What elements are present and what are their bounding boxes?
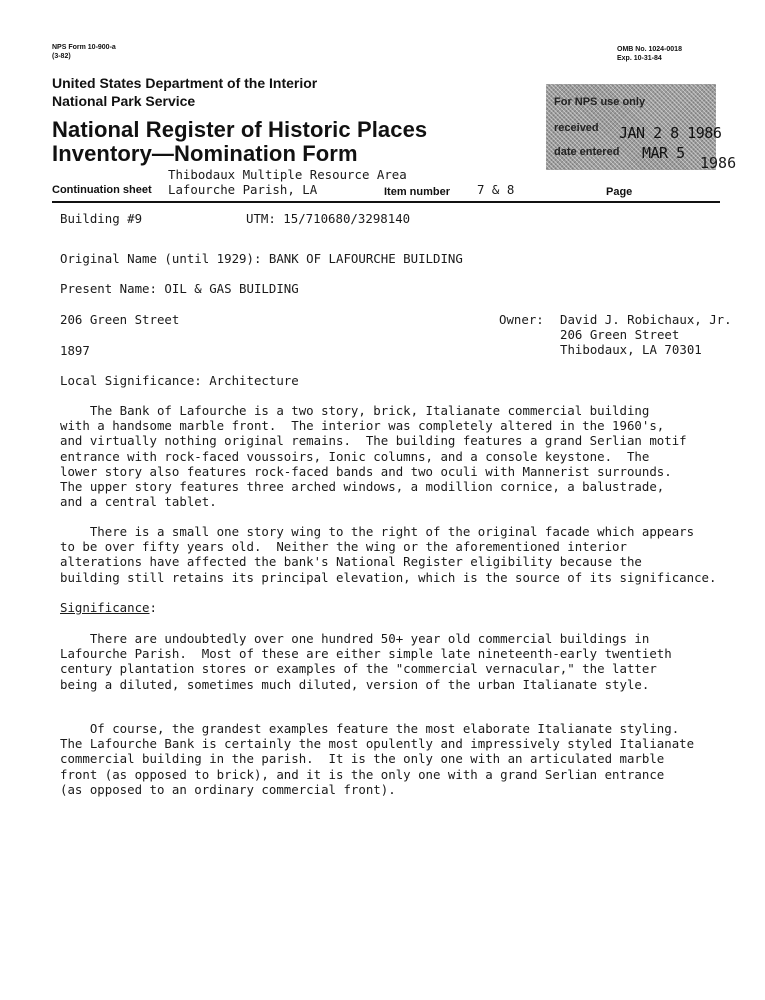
present-name: Present Name: OIL & GAS BUILDING [60, 281, 299, 296]
construction-year: 1897 [60, 343, 90, 358]
description-paragraph-1: The Bank of Lafourche is a two story, brick, Italianate commercial building with a handsome marble front. The interior was completely altered in the 1960's, and virtually nothing original remains. The building features a grand Serlian motif entrance with rock-faced voussoirs, Ionic columns, and a console keystone. The lower story also features rock-faced bands and two oculi with Mannerist surrounds. The upper story features three arched windows, a modillion cornice, a balustrade, and a central tablet. [60, 403, 687, 510]
form-title-line2: Inventory—Nomination Form [52, 141, 358, 166]
significance-paragraph-2: Of course, the grandest examples feature the most elaborate Italianate styling. The Lafourche Bank is certainly the most opulently and impressively styled Italianate commercial building in the parish. It is the only one with an articulated marble front (as opposed to brick), and it is the only one with a grand Serlian entrance (as opposed to an ordinary commercial front). [60, 721, 695, 797]
received-label: received [554, 122, 599, 134]
page-label: Page [606, 186, 633, 198]
building-number: Building #9 [60, 211, 143, 226]
street-address: 206 Green Street [60, 312, 180, 327]
received-date: JAN 2 8 1986 [619, 124, 722, 142]
local-significance: Local Significance: Architecture [60, 373, 299, 388]
nps-use-stamp [546, 84, 722, 170]
significance-paragraph-1: There are undoubtedly over one hundred 50+ year old commercial buildings in Lafourche Parish. Most of these are either simple late nineteenth-early twentieth century plantation stores or examples of the "commercial vernacular," the latter being a diluted, sometimes much diluted, version of the urban Italianate style. [60, 631, 672, 692]
description-paragraph-2: There is a small one story wing to the right of the original facade which appears to be over fifty years old. Neither the wing or the aforementioned interior alterations have affected the bank's National Register eligibility because the building still retains its principal elevation, which is the source of its significance. [60, 524, 717, 585]
form-title-line1: National Register of Historic Places [52, 117, 428, 142]
expiration-date: Exp. 10-31-84 [617, 55, 662, 62]
item-number-label: Item number [384, 186, 451, 198]
item-number-value: 7 & 8 [477, 182, 515, 197]
omb-number: OMB No. 1024-0018 [617, 46, 682, 53]
continuation-sheet-label: Continuation sheet [52, 184, 152, 196]
parish-field: Lafourche Parish, LA [168, 182, 318, 197]
nps-use-label: For NPS use only [554, 96, 646, 108]
owner-street: 206 Green Street [560, 327, 680, 342]
significance-heading: Significance: [60, 600, 157, 615]
owner-city: Thibodaux, LA 70301 [560, 342, 702, 357]
form-id: NPS Form 10-900-a [52, 44, 116, 51]
utm-coordinates: UTM: 15/710680/3298140 [246, 211, 411, 226]
owner-name: David J. Robichaux, Jr. [560, 312, 732, 327]
date-entered-value: MAR 5 [642, 144, 685, 162]
owner-label: Owner: [499, 312, 544, 327]
date-entered-year: 1986 [700, 154, 737, 172]
date-entered-label: date entered [554, 146, 620, 158]
form-revision: (3-82) [52, 53, 71, 60]
original-name: Original Name (until 1929): BANK OF LAFOURCHE BUILDING [60, 251, 463, 266]
header-divider [52, 201, 720, 203]
resource-area: Thibodaux Multiple Resource Area [168, 167, 407, 182]
department-name: United States Department of the Interior [52, 75, 318, 91]
service-name: National Park Service [52, 93, 196, 109]
